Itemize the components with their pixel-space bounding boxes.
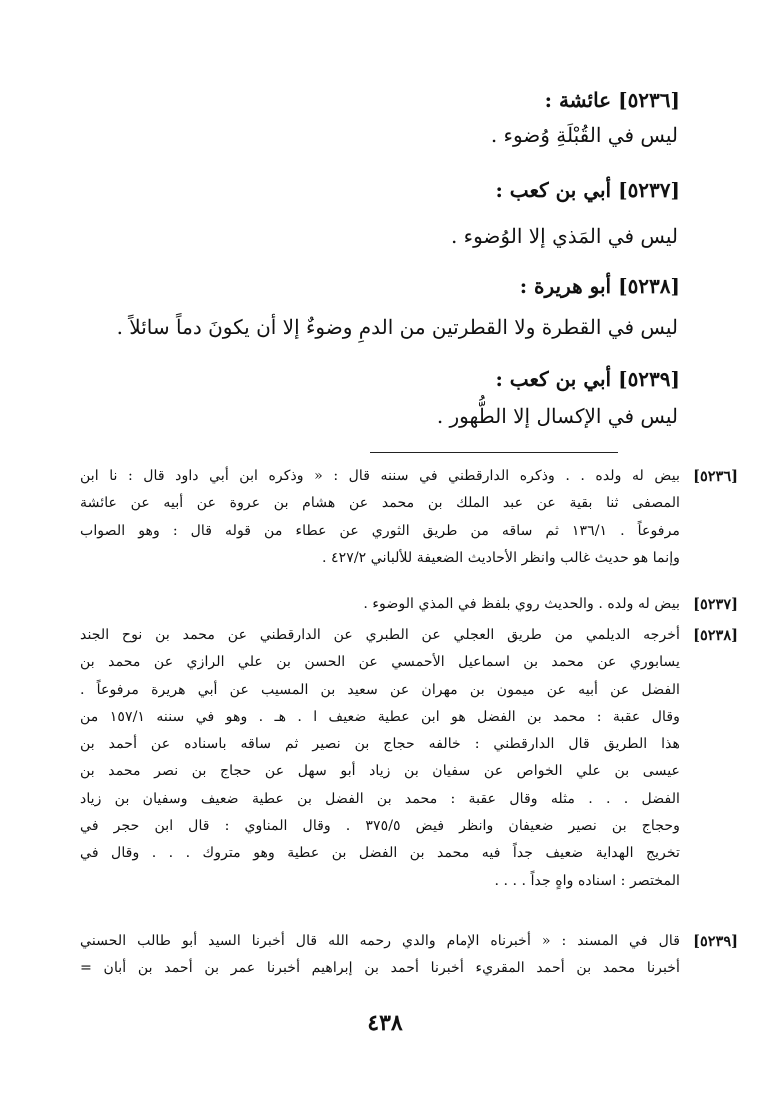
entry-heading <box>520 272 680 300</box>
entry-number: [٥٢٣٩] <box>618 367 680 391</box>
footnote-number: [٥٢٣٨] <box>693 627 738 644</box>
footnote-number: [٥٢٣٦] <box>693 468 738 485</box>
footnote-line: قال في المسند : « أخبرناه الإمام والدي رحمه الله قال أخبرنا السيد أبو طالب الحسني <box>80 933 680 949</box>
entry-narrator: أبي بن كعب : <box>495 178 612 202</box>
entry-narrator: أبي بن كعب : <box>495 367 612 391</box>
footnote-body <box>80 463 680 572</box>
footnote-line: المصفى ثنا بقية عن عبد الملك بن محمد عن هشام بن عروة عن أبيه عن عائشة <box>80 495 680 512</box>
footnote-number: [٥٢٣٧] <box>693 596 738 613</box>
footnote-line: المختصر : اسناده واهٍ جداً . . . . <box>494 872 680 889</box>
footnote-line: أخبرنا محمد بن أحمد المقريء أخبرنا أحمد بن إبراهيم أخبرنا عمر بن أحمد بن أبان = <box>80 960 680 977</box>
entry-text: ليس في الإكسال إلا الطُّهور . <box>436 404 678 428</box>
footnote-body <box>80 591 680 618</box>
footnote-line: وقال عقبة : محمد بن الفضل هو ابن عطية ضعيف ا . هـ . وهو في سننه ١٥٧/١ من <box>80 708 680 725</box>
footnote <box>80 622 738 895</box>
footnote-line: يسابوري عن محمد بن اسماعيل الأحمسي عن الحسن بن علي الرازي عن محمد بن <box>80 654 680 671</box>
footnote-line: أخرجه الديلمي من طريق العجلي عن الطبري عن الدارقطني عن محمد بن نوح الجند <box>80 627 680 643</box>
entry-text: ليس في المَذي إلا الوُضوء . <box>450 224 678 248</box>
footnote-line: عيسى بن علي الخواص عن سفيان بن زياد أبو سهل عن حجاج بن نصر محمد بن <box>80 763 680 780</box>
footnote-line: تخريج الهداية ضعيف جداً فيه محمد بن الفضل بن عطية وهو متروك . . . وقال في <box>80 845 680 862</box>
entry-heading <box>545 86 680 114</box>
footnote-body <box>80 928 680 983</box>
footnote-body <box>80 622 680 895</box>
footnote-line: بيض له ولده . والحديث روي بلفظ في المذي الوضوء . <box>363 596 680 612</box>
footnote-line: هذا الطريق قال الدارقطني : خالفه حجاج بن نصير ثم ساقه باسناده عن أحمد بن <box>80 736 680 753</box>
footnote-line: مرفوعاً . ١٣٦/١ ثم ساقه من طريق الثوري عن عطاء من قوله قال : وهو الصواب <box>80 522 680 539</box>
entry-heading <box>495 176 680 204</box>
footnote-line: وإنما هو حديث غالب وانظر الأحاديث الضعيفة للألباني ٤٢٧/٢ . <box>321 549 680 566</box>
entry-number: [٥٢٣٨] <box>618 274 680 298</box>
entry-narrator: عائشة : <box>544 88 612 112</box>
footnote-line: وحجاج بن نصير ضعيفان وانظر فيض ٣٧٥/٥ . وقال المناوي : قال ابن حجر في <box>80 818 680 835</box>
entry-number: [٥٢٣٦] <box>618 88 680 112</box>
page-number: ٤٣٨ <box>367 1010 403 1036</box>
footnote-separator <box>370 452 618 453</box>
entry-number: [٥٢٣٧] <box>618 178 680 202</box>
footnote-line: الفضل عن أبيه عن ميمون بن مهران عن سعيد بن المسيب عن أبي هريرة مرفوعاً . <box>80 681 680 698</box>
entry-text: ليس في القطرة ولا القطرتين من الدمِ وضوءٌ إلا أن يكونَ دماً سائلاً . <box>116 315 678 339</box>
footnote <box>80 463 738 572</box>
footnote <box>80 928 738 983</box>
entry-heading <box>495 365 680 393</box>
entry-narrator: أبو هريرة : <box>519 274 612 298</box>
footnote-line: الفضل . . . مثله وقال عقبة : محمد بن الفضل بن عطية ضعيف وسفيان بن زياد <box>80 790 680 807</box>
footnote-line: بيض له ولده . . وذكره الدارقطني في سننه قال : « وذكره ابن أبي داود قال : نا ابن <box>80 468 680 484</box>
footnote-number: [٥٢٣٩] <box>693 933 738 950</box>
footnote <box>80 591 738 618</box>
entry-text: ليس في القُبْلَةِ وُضوء . <box>490 123 678 147</box>
